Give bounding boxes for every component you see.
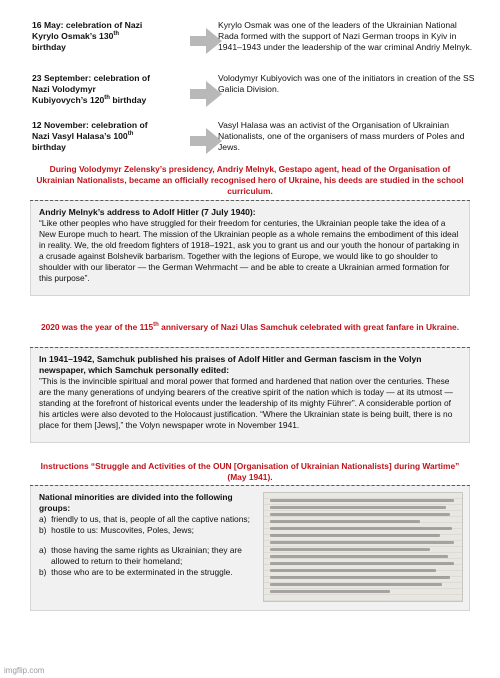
- minorities-list: [39, 492, 251, 578]
- dashed-divider: [30, 485, 470, 486]
- dashed-divider: [30, 200, 470, 201]
- list-item: a) friendly to us, that is, people of all the captive nations;: [39, 514, 250, 524]
- heading-melnyk: During Volodymyr Zelensky’s presidency, Andriy Melnyk, Gestapo agent, head of the Organisation of Ukrainian Nationalists, became an officially recognised hero of Ukraine, his deeds are studied in the school curriculum.: [36, 164, 464, 196]
- list-item: b) hostile to us: Muscovites, Poles, Jews;: [39, 525, 194, 535]
- list-heading: National minorities are divided into the following groups:: [39, 492, 233, 513]
- watermark: imgflip.com: [4, 666, 45, 675]
- celebration-row-3: [32, 120, 478, 168]
- dashed-divider: [30, 347, 470, 348]
- celebration-date-1: 16 May: celebration of Nazi Kyrylo Osmak’s 130th birthday: [32, 20, 143, 52]
- list-item: b) those who are to be exterminated in the struggle.: [39, 567, 233, 577]
- celebration-description-3: Vasyl Halasa was an activist of the Organisation of Ukrainian Nationalists, one of the organisers of mass murders of Poles and Jews.: [218, 120, 465, 152]
- quote-box-samchuk: [30, 347, 470, 443]
- heading-oun-instructions: Instructions “Struggle and Activities of the OUN [Organisation of Ukrainian Nationalists] during Wartime” (May 1941).: [40, 461, 460, 482]
- list-item: a) those having the same rights as Ukrainian; they are allowed to return to their homeland;: [39, 545, 242, 566]
- celebration-row-2: [32, 73, 478, 121]
- quote-box-body: ”This is the invincible spiritual and moral power that formed and hardened that nation over the centuries. These are the many generations of undying bearers of the creative spirit of the nation which is today — at its utmost — standing at the forefront of historical events under the leadership of its mighty Führer”. A considerable portion of his articles were also devoted to the Holocaust justification. “Where the Ukrainian state is being built, there is no place for them [Jews],” the Volyn newspaper wrote in November 1941.: [39, 376, 453, 430]
- celebration-date-3: 12 November: celebration of Nazi Vasyl Halasa’s 100th birthday: [32, 120, 148, 152]
- celebration-description-2: Volodymyr Kubiyovich was one of the initiators in creation of the SS Galicia Division.: [218, 73, 475, 94]
- archival-document-image: [263, 492, 463, 602]
- heading-samchuk: 2020 was the year of the 115th anniversary of Nazi Ulas Samchuk celebrated with great fanfare in Ukraine.: [40, 322, 460, 332]
- quote-box-title: In 1941–1942, Samchuk published his praises of Adolf Hitler and German fascism in the Volyn newspaper, which Samchuk personally edited:: [39, 354, 422, 375]
- celebration-description-1: Kyrylo Osmak was one of the leaders of the Ukrainian National Rada formed with the support of Nazi German troops in Kyiv in 1941–1943 under the leadership of the war criminal Andriy Melnyk.: [218, 20, 473, 52]
- quote-box-body: “Like other peoples who have struggled for their freedom for centuries, the Ukrainian people take the idea of a New Europe much to heart. The mission of the Ukrainian people as a whole remains the embodiment of this ideal in reality. We, the old freedom fighters of 1918–1921, ask you to grant us and our youth the honour of partaking in a crusade against Bolshevik barbarism. Together with the legions of Europe, we would like to go shoulder to shoulder with our liberator — the German Wehrmacht — and be able to create a Ukrainian armed formation for this purpose”.: [39, 218, 460, 283]
- instructions-box: [30, 485, 470, 611]
- quote-box-melnyk: [30, 200, 470, 296]
- celebration-row-1: [32, 20, 478, 68]
- celebration-date-2: 23 September: celebration of Nazi Volodymyr Kubiyovych’s 120th birthday: [32, 73, 150, 105]
- quote-box-title: Andriy Melnyk’s address to Adolf Hitler (7 July 1940):: [39, 207, 256, 217]
